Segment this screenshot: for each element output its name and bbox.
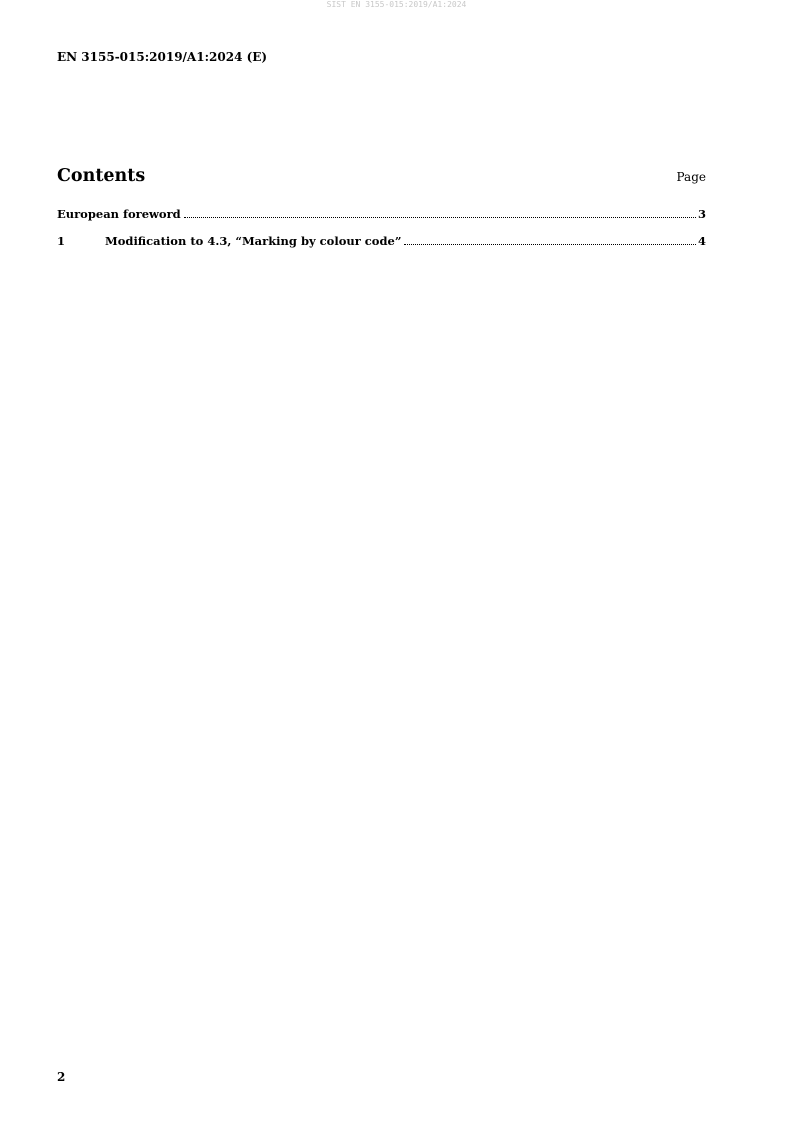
toc-entry-page: 4: [697, 234, 706, 248]
toc-entry-number: 1: [57, 234, 66, 248]
toc-entry-european-foreword[interactable]: [57, 207, 706, 222]
contents-header: [57, 165, 706, 189]
table-of-contents: [57, 207, 706, 261]
page-number: 2: [57, 1070, 66, 1084]
page-column-label: Page: [676, 170, 706, 184]
contents-title: Contents: [57, 166, 146, 186]
watermark: SIST EN 3155-015:2019/A1:2024: [326, 0, 467, 9]
toc-dot-leader: [184, 217, 696, 218]
toc-entry-page: 3: [697, 207, 706, 221]
toc-entry-text: Modification to 4.3, “Marking by colour code”: [105, 234, 402, 248]
document-id-header: EN 3155-015:2019/A1:2024 (E): [57, 50, 268, 64]
toc-dot-leader: [404, 244, 696, 245]
toc-entry-modification[interactable]: [57, 234, 706, 249]
toc-entry-text: European foreword: [57, 207, 181, 221]
